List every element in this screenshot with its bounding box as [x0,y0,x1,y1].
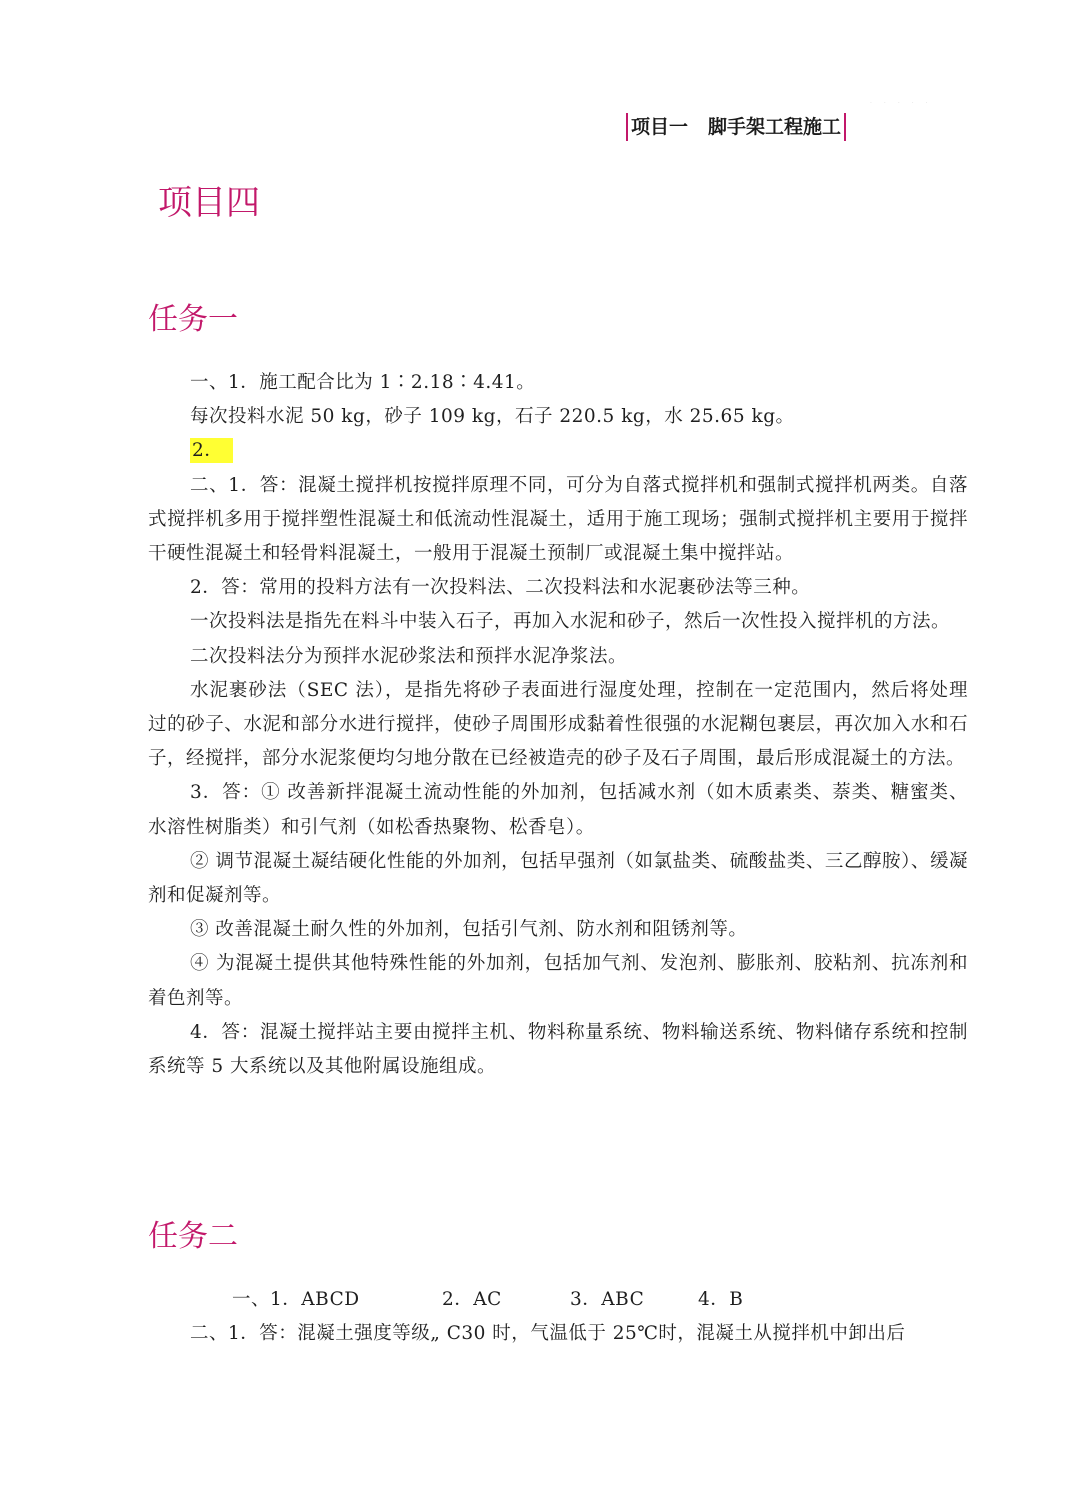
paragraph: 3．答：① 改善新拌混凝土流动性能的外加剂，包括减水剂（如木质素类、萘类、糖蜜类、水溶性树脂类）和引气剂（如松香热聚物、松香皂）。 [148,782,968,838]
paragraph: 一、1．施工配合比为 1∶2.18∶4.41。 [190,372,536,393]
task1-body [148,366,968,1084]
project-title: 项目四 [158,183,260,223]
paragraph: 每次投料水泥 50 kg，砂子 109 kg，石子 220.5 kg，水 25.65 kg。 [190,406,795,428]
paragraph: 2．答：常用的投料方法有一次投料法、二次投料法和水泥裹砂法等三种。 [190,577,811,599]
answer-item: 3．ABC [570,1289,645,1310]
corner-dots: ····· [870,100,940,107]
paragraph-highlighted [148,434,968,468]
answer-item: 2．AC [442,1289,502,1310]
running-header-part2: 脚手架工程施工 [708,116,842,138]
paragraph: 二次投料法分为预拌水泥砂浆法和预拌水泥净浆法。 [190,645,628,667]
task2-title: 任务二 [148,1219,238,1254]
paragraph: 二、1．答：混凝土强度等级„ C30 时，气温低于 25℃时，混凝土从搅拌机中卸出后 [190,1323,906,1345]
answers-row [148,1283,968,1317]
paragraph: 水泥裹砂法（SEC 法），是指先将砂子表面进行湿度处理，控制在一定范围内，然后将处理过的砂子、水泥和部分水进行搅拌，使砂子周围形成黏着性很强的水泥糊包裹层，再次加入水和石子，经搅拌，部分水泥浆便均匀地分散在已经被造壳的砂子及石子周围，最后形成混凝土的方法。 [148,679,968,770]
paragraph: ④ 为混凝土提供其他特殊性能的外加剂，包括加气剂、发泡剂、膨胀剂、胶粘剂、抗冻剂和着色剂等。 [148,953,968,1009]
paragraph: ② 调节混凝土凝结硬化性能的外加剂，包括早强剂（如氯盐类、硫酸盐类、三乙醇胺）、缓凝剂和促凝剂等。 [148,850,968,907]
task1-title: 任务一 [148,302,238,337]
paragraph: ③ 改善混凝土耐久性的外加剂，包括引气剂、防水剂和阻锈剂等。 [190,919,748,941]
highlighted-text: 2． [190,438,233,463]
answer-item: 一、1．ABCD [232,1289,360,1310]
paragraph: 一次投料法是指先在料斗中装入石子，再加入水泥和砂子，然后一次性投入搅拌机的方法。 [190,611,951,633]
answer-item: 4．B [698,1289,744,1310]
paragraph: 二、1．答：混凝土搅拌机按搅拌原理不同，可分为自落式搅拌机和强制式搅拌机两类。自落式搅拌机多用于搅拌塑性混凝土和低流动性混凝土，适用于施工现场；强制式搅拌机主要用于搅拌干硬性混凝土和轻骨料混凝土，一般用于混凝土预制厂或混凝土集中搅拌站。 [148,474,968,565]
running-header [626,113,846,141]
running-header-part1: 项目一 [631,116,689,138]
paragraph: 4．答：混凝土搅拌站主要由搅拌主机、物料称量系统、物料输送系统、物料储存系统和控制系统等 5 大系统以及其他附属设施组成。 [148,1021,968,1078]
task2-body [148,1283,968,1351]
